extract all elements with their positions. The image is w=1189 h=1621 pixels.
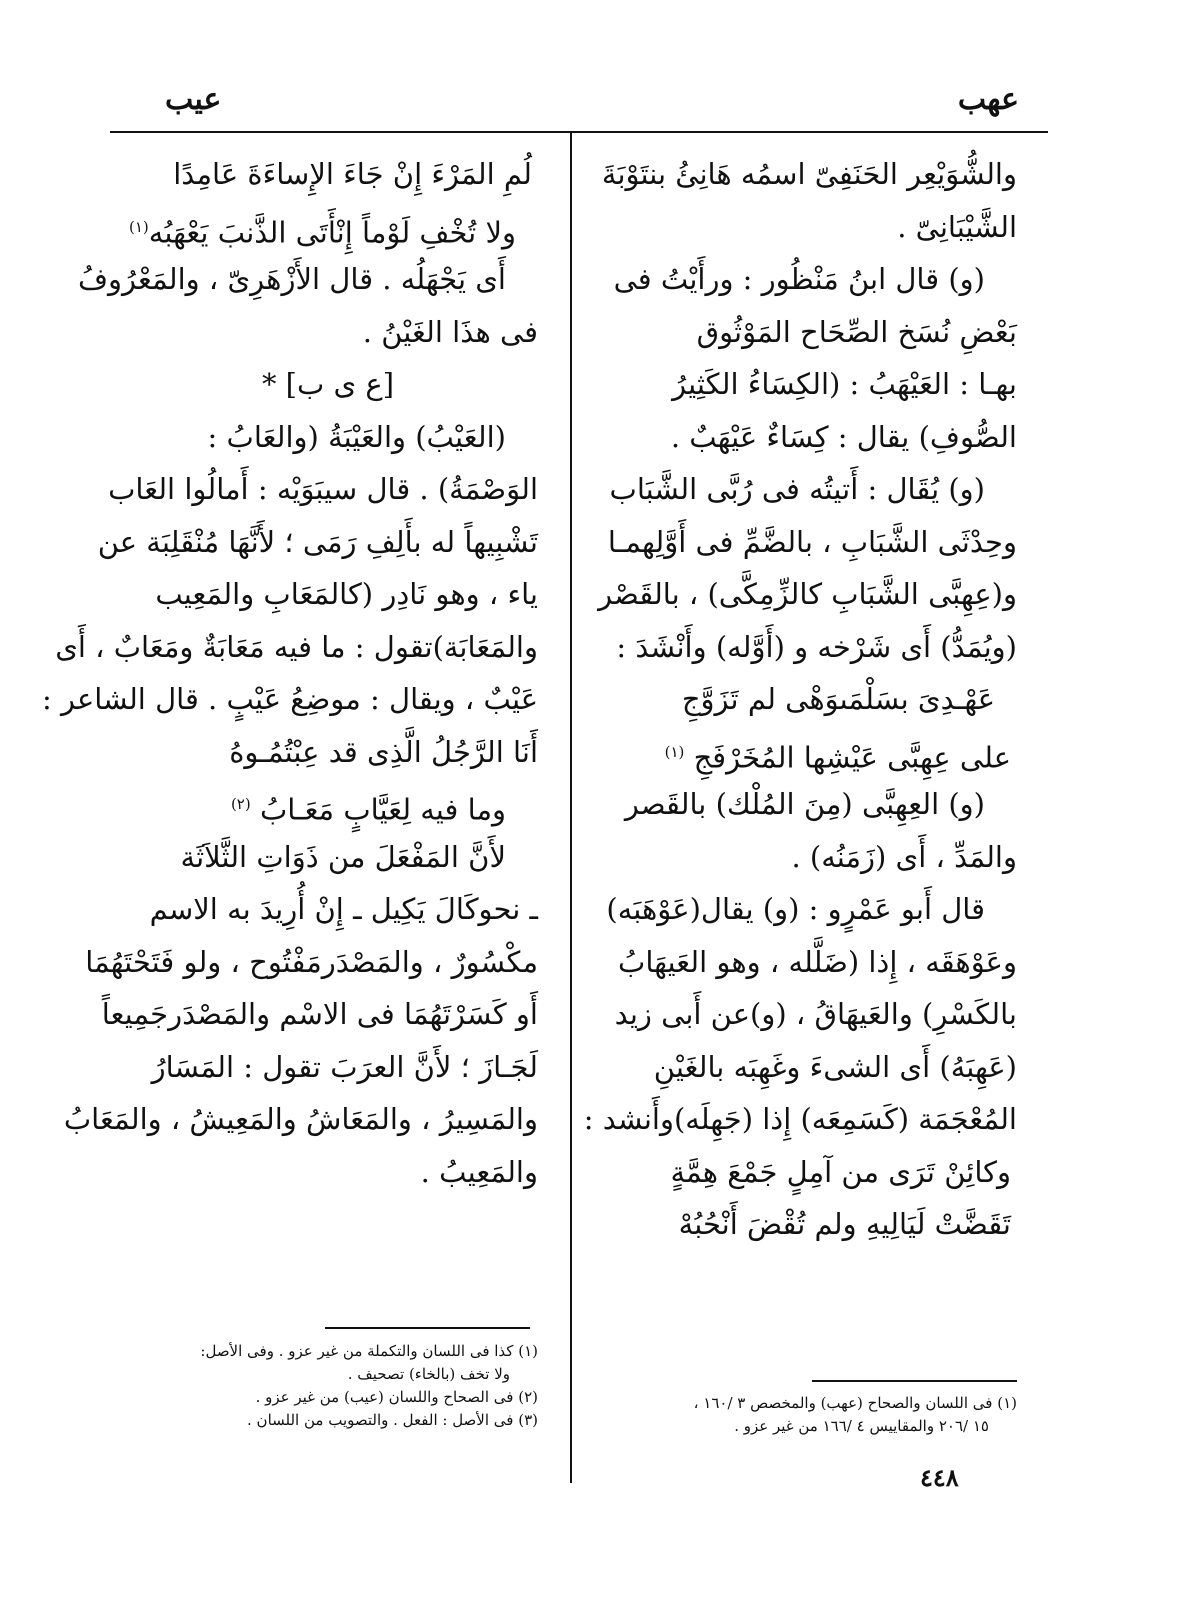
text-line: فى هذَا الغَيْنُ . [362,314,538,349]
footnote-rule [812,1380,1017,1382]
running-head-right: عهب [957,82,1019,117]
right-column [565,148,1017,1251]
verse-line: عَهْـدِىَ بسَلْمَىوَهْى لم تَزَوَّجِ [681,682,995,716]
footnote-rule [325,1327,530,1329]
text-line: و(عِهِبَّى الشَّبَابِ كالزِّمِكَّى) ، بالقَصْر [598,577,1017,611]
left-column [41,148,538,1198]
verse-line: لُمِ المَرْءَ إِنْ جَاءَ الإِساءَةَ عَامِدًا [173,157,532,191]
text-line: الشَّيْبَانِىّ . [897,209,1017,244]
text-line: لَجَـازَ ؛ لأَنَّ العرَبَ تقول : المَسَارُ [151,1049,538,1084]
text-line: الوَصْمَةُ) . قال سيبَوَيْه : أَمالُوا العَاب [108,472,538,506]
text-line: والمَعِيبُ . [420,1154,538,1189]
verse-line [565,726,1017,779]
text-line: مكْسُورٌ ، والمَصْدَرمَفْتُوح ، ولو فَتَحْتَهُمَا [85,944,538,979]
text-line: والمَدِّ ، أَى (زَمَنُه) . [791,839,1017,874]
text-line: والمَعَابَة)تقول : ما فيه مَعَابَةٌ ومَعَابٌ ، أَى [55,629,538,664]
text-line: (و) يُقَال : أَتيتُه فى رُبَّى الشَّبَاب [609,472,985,506]
page-number: ٤٤٨ [920,1463,959,1492]
text-line: (و) قال ابنُ مَنْظُور : ورأَيْتُ فى [613,262,985,296]
text-line: أَى يَجْهَلُه . قال الأَزْهَرِىّ ، والمَعْرُوفُ [77,262,506,296]
text-line: (و) العِهِبَّى (مِنَ المُلْك) بالقَصر [624,787,985,821]
footnote-line: (١) فى اللسان والصحاح (عهب) والمخصص ٣ /١٦٠ ، [693,1394,1017,1412]
text-line: بَعْضِ نُسَخ الصِّحَاح المَوْثُوق [696,314,1017,349]
verse-line [118,778,538,831]
verse-line: تَقَضَّتْ لَيَالِيهِ ولم تُقْضَ أَنْحُبُهْ [678,1207,1011,1241]
text-line: (ويُمَدُّ) أَى شَرْخه و (أَوَّله) وأَنْشَدَ : [616,629,1017,664]
text-line: بهـا : العَيْهَبُ : (الكِسَاءُ الكَثِيرُ [672,367,1017,401]
text-span: لأَنَّ المَفْعَلَ من ذَوَاتِ الثَّلاَثَة [180,839,506,874]
footnote-marker: (١) [128,217,149,236]
text-line: والمَسِيرُ ، والمَعَاشُ والمَعِيشُ ، والمَعَابُ [63,1102,538,1136]
text-line: بالكَسْرِ) والعَيهَاقُ ، (و)عن أَبى زيد [614,997,1017,1031]
text-line: (عَهِبَهُ) أَى الشىءَ وغَهِبَه بالغَيْنِ [653,1049,1017,1084]
entry-heading: [ع ى ب] * [261,367,395,401]
text-line: والشُّوَيْعِر الحَنَفِىّ اسمُه هَانِئُ بنتَوْبَةَ [601,157,1017,191]
text-line: الصُّوفِ) يقال : كِسَاءٌ عَيْهَبٌ . [670,419,1017,454]
footnote-marker: (١) [664,742,685,761]
verse-line [118,201,538,254]
text-line: (العَيْبُ) والعَيْبَةُ (والعَابُ : [207,419,506,454]
verse-text: وما فيه لِعَيَّابٍ مَعَـابُ [259,792,506,827]
verse-line: وكائِنْ تَرَى من آمِلٍ جَمْعَ هِمَّةٍ [670,1154,1011,1189]
text-line: قال أَبو عَمْرٍو : (و) يقال(عَوْهَبَه) [606,892,985,926]
verse-text: على عِهِبَّى عَيْشِها المُخَرْفَجِ [693,740,1011,775]
footnotes-right [577,1392,1017,1438]
text-line: عَيْبٌ ، ويقال : موضِعُ عَيْبٍ . قال الشاعر : [41,682,538,716]
verse-text: ولا تُخْفِ لَوْماً إِنْأَتَى الذَّنبَ يَعْهَبُه [148,215,516,250]
footnote-line: ولا تخف (بالخاء) تصحيف . [347,1365,510,1383]
text-line: المُعْجَمَة (كَسَمِعَه) إِذا (جَهِلَه)وأَنشد : [583,1102,1017,1136]
text-line: تَشْبِيهاً له بأَلِفِ رَمَى ؛ لأَنَّهَا مُنْقَلِبَة عن [97,524,538,559]
text-line: وحِدْثَى الشَّبَابِ ، بالضَّمِّ فى أَوَّلِهمـا [607,524,1017,559]
footnote-line: (٣) فى الأصل : الفعل . والتصويب من اللسان . [247,1411,538,1429]
footnote-marker: (٢) [230,795,251,813]
text-line: أَو كَسَرْتَهُمَا فى الاسْم والمَصْدَرجَمِيعاً [101,997,538,1031]
footnotes-left [118,1340,538,1432]
text-line [118,831,538,884]
verse-line: أَنَا الرَّجُلُ الَّذِى قد عِبْتُمُـوهُ [229,734,538,769]
footnote-line: (٢) فى الصحاح واللسان (عيب) من غير عزو . [255,1388,538,1406]
running-head-left: عيب [165,82,222,117]
text-line: ـ نحوكَالَ يَكِيل ـ إِنْ أُرِيدَ به الاسم [149,892,538,926]
text-line: وعَوْهَقَه ، إِذا (ضَلَّله ، وهو العَيهَابُ [618,944,1017,979]
footnote-line: (١) كذا فى اللسان والتكملة من غير عزو . وفى الأصل: [200,1342,538,1360]
header-rule [110,131,1048,133]
footnote-line: ١٥ /٢٠٦ والمقاييس ٤ /١٦٦ من غير عزو . [734,1417,989,1435]
text-line: ياء ، وهو نَادِر (كالمَعَابِ والمَعِيب [155,577,538,611]
